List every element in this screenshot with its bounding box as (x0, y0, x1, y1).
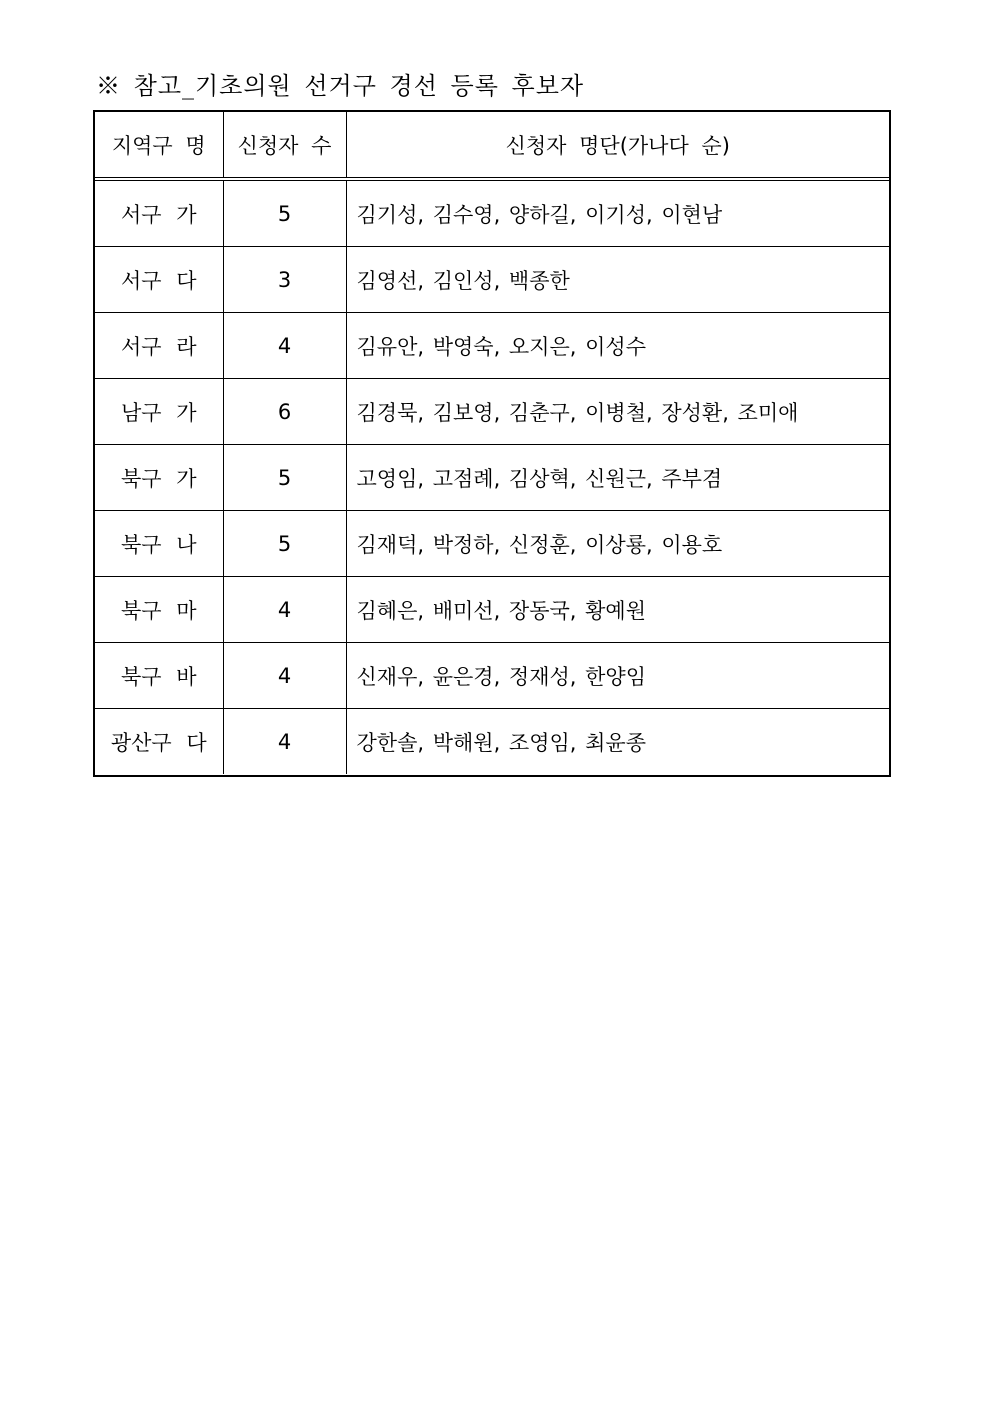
count-cell: 5 (223, 445, 346, 511)
count-cell: 3 (223, 247, 346, 313)
table-row (95, 577, 889, 643)
region-cell: 서구 라 (95, 313, 223, 379)
header-count: 신청자 수 (223, 112, 346, 179)
count-cell: 4 (223, 643, 346, 709)
names-cell: 김유안, 박영숙, 오지은, 이성수 (346, 313, 889, 379)
table-row (95, 445, 889, 511)
region-cell: 북구 가 (95, 445, 223, 511)
count-cell: 5 (223, 511, 346, 577)
count-cell: 6 (223, 379, 346, 445)
table-row (95, 179, 889, 247)
count-cell: 5 (223, 179, 346, 247)
table-row (95, 511, 889, 577)
names-cell: 신재우, 윤은경, 정재성, 한양임 (346, 643, 889, 709)
region-cell: 북구 마 (95, 577, 223, 643)
table-header-row (95, 112, 889, 179)
names-cell: 강한솔, 박해원, 조영임, 최윤종 (346, 709, 889, 775)
region-cell: 광산구 다 (95, 709, 223, 775)
table-row (95, 313, 889, 379)
names-cell: 김기성, 김수영, 양하길, 이기성, 이현남 (346, 179, 889, 247)
candidate-table (95, 112, 889, 774)
names-cell: 고영임, 고점례, 김상혁, 신원근, 주부겸 (346, 445, 889, 511)
names-cell: 김경묵, 김보영, 김춘구, 이병철, 장성환, 조미애 (346, 379, 889, 445)
count-cell: 4 (223, 709, 346, 775)
table-row (95, 643, 889, 709)
header-region: 지역구 명 (95, 112, 223, 179)
table-row (95, 379, 889, 445)
candidate-table-container (93, 110, 891, 777)
count-cell: 4 (223, 313, 346, 379)
header-names: 신청자 명단(가나다 순) (346, 112, 889, 179)
names-cell: 김재덕, 박정하, 신정훈, 이상룡, 이용호 (346, 511, 889, 577)
region-cell: 서구 다 (95, 247, 223, 313)
region-cell: 남구 가 (95, 379, 223, 445)
region-cell: 서구 가 (95, 179, 223, 247)
region-cell: 북구 바 (95, 643, 223, 709)
names-cell: 김영선, 김인성, 백종한 (346, 247, 889, 313)
region-cell: 북구 나 (95, 511, 223, 577)
names-cell: 김혜은, 배미선, 장동국, 황예원 (346, 577, 889, 643)
count-cell: 4 (223, 577, 346, 643)
document-title: ※ 참고_기초의원 선거구 경선 등록 후보자 (96, 72, 585, 100)
table-row (95, 247, 889, 313)
table-row (95, 709, 889, 775)
